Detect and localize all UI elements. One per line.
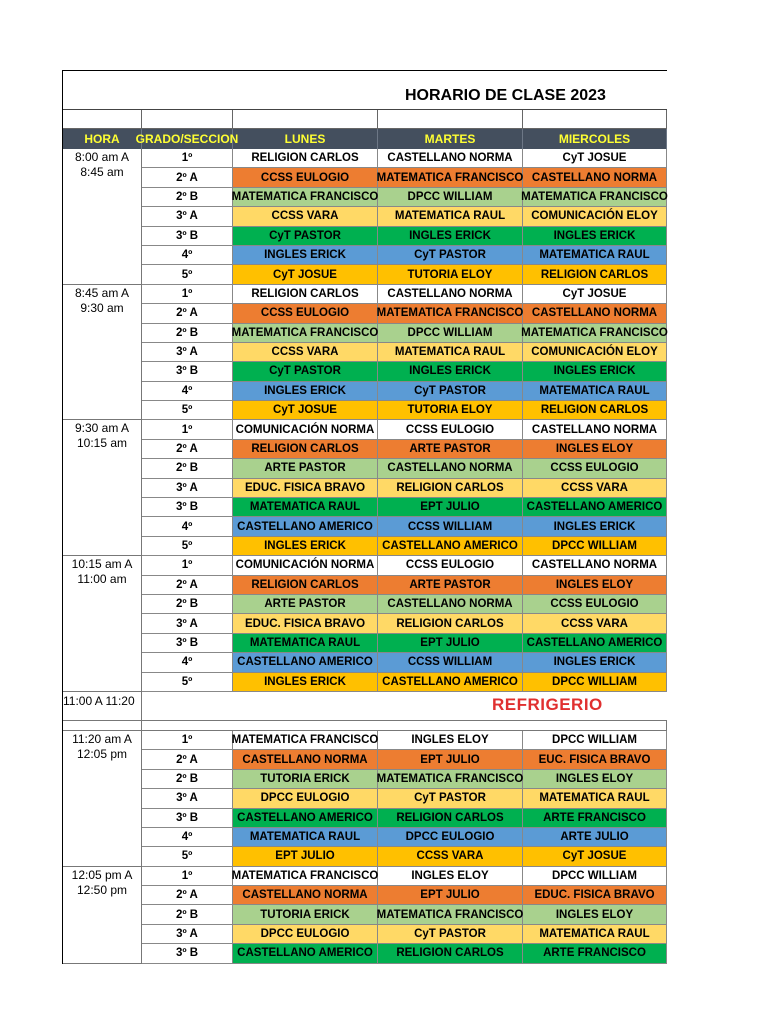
class-cell: RELIGION CARLOS <box>523 265 667 284</box>
grade-section-cell: 2º B <box>142 459 233 478</box>
class-cell: CCSS WILLIAM <box>378 653 523 672</box>
grade-section-cell: 1º <box>142 731 233 750</box>
table-row <box>142 847 667 866</box>
grade-section-cell: 1º <box>142 420 233 439</box>
class-cell: CCSS VARA <box>233 207 378 226</box>
time-slot-label <box>63 556 142 692</box>
class-cell: CyT PASTOR <box>233 362 378 381</box>
class-cell: MATEMATICA FRANCISCO <box>378 770 523 789</box>
time-slot-label <box>63 420 142 556</box>
grade-section-cell: 1º <box>142 556 233 575</box>
grade-section-cell: 2º B <box>142 188 233 207</box>
table-row <box>142 673 667 692</box>
table-row <box>142 537 667 556</box>
grade-section-cell: 1º <box>142 285 233 304</box>
class-cell: COMUNICACIÓN NORMA <box>233 420 378 439</box>
class-cell: CCSS VARA <box>233 343 378 362</box>
grade-section-cell: 2º B <box>142 770 233 789</box>
table-row <box>142 246 667 265</box>
class-cell: CyT PASTOR <box>378 246 523 265</box>
class-cell: CASTELLANO AMERICO <box>378 673 523 692</box>
class-cell: MATEMATICA RAUL <box>233 498 378 517</box>
break-time: 11:00 A 11:20 <box>63 692 142 720</box>
class-cell: DPCC WILLIAM <box>378 188 523 207</box>
class-cell: EPT JULIO <box>378 634 523 653</box>
grade-section-cell: 4º <box>142 382 233 401</box>
table-row <box>142 750 667 769</box>
class-cell: CASTELLANO AMERICO <box>233 653 378 672</box>
class-cell: INGLES ERICK <box>378 362 523 381</box>
class-cell: CCSS EULOGIO <box>233 304 378 323</box>
time-slot-line: 11:00 am <box>77 572 127 587</box>
class-cell: ARTE PASTOR <box>233 459 378 478</box>
class-cell: MATEMATICA RAUL <box>233 828 378 847</box>
page-title: HORARIO DE CLASE 2023 <box>405 87 606 104</box>
class-cell: INGLES ERICK <box>233 537 378 556</box>
class-cell: MATEMATICA RAUL <box>378 343 523 362</box>
class-cell: CASTELLANO NORMA <box>523 420 667 439</box>
class-cell: EDUC. FISICA BRAVO <box>233 614 378 633</box>
table-row <box>142 498 667 517</box>
morning-blocks <box>63 149 667 692</box>
grade-section-cell: 5º <box>142 265 233 284</box>
class-cell: MATEMATICA FRANCISCO <box>523 188 667 207</box>
table-row <box>142 285 667 304</box>
class-cell: DPCC EULOGIO <box>233 789 378 808</box>
grade-section-cell: 3º B <box>142 634 233 653</box>
class-cell: RELIGION CARLOS <box>233 285 378 304</box>
class-cell: EPT JULIO <box>378 750 523 769</box>
grade-section-cell: 2º B <box>142 324 233 343</box>
class-cell: EPT JULIO <box>233 847 378 866</box>
table-row <box>142 653 667 672</box>
class-cell: INGLES ELOY <box>378 731 523 750</box>
table-row <box>142 944 667 963</box>
class-cell: DPCC WILLIAM <box>523 673 667 692</box>
grade-section-cell: 4º <box>142 653 233 672</box>
class-cell: INGLES ELOY <box>523 440 667 459</box>
class-cell: EPT JULIO <box>378 886 523 905</box>
class-cell: CASTELLANO AMERICO <box>233 944 378 963</box>
class-cell: CASTELLANO AMERICO <box>233 809 378 828</box>
class-cell: CASTELLANO NORMA <box>523 304 667 323</box>
grade-section-cell: 2º A <box>142 750 233 769</box>
class-cell: MATEMATICA FRANCISCO <box>233 867 378 886</box>
class-cell: ARTE PASTOR <box>233 595 378 614</box>
class-cell: TUTORIA ERICK <box>233 770 378 789</box>
class-cell: CASTELLANO NORMA <box>378 149 523 168</box>
time-block <box>63 149 667 285</box>
class-cell: CASTELLANO NORMA <box>523 556 667 575</box>
table-row <box>142 362 667 381</box>
table-row <box>142 459 667 478</box>
class-cell: MATEMATICA RAUL <box>523 925 667 944</box>
table-row <box>142 479 667 498</box>
class-cell: RELIGION CARLOS <box>233 149 378 168</box>
time-slot-label <box>63 149 142 285</box>
grade-section-cell: 3º A <box>142 614 233 633</box>
table-row <box>142 925 667 944</box>
class-cell: MATEMATICA FRANCISCO <box>378 168 523 187</box>
class-cell: CCSS VARA <box>523 479 667 498</box>
class-cell: CASTELLANO NORMA <box>378 459 523 478</box>
grade-section-cell: 2º A <box>142 168 233 187</box>
grade-section-cell: 3º B <box>142 498 233 517</box>
class-cell: MATEMATICA RAUL <box>523 382 667 401</box>
class-cell: EDUC. FISICA BRAVO <box>233 479 378 498</box>
time-slot-label <box>63 285 142 421</box>
class-cell: INGLES ERICK <box>378 227 523 246</box>
class-cell: MATEMATICA FRANCISCO <box>233 731 378 750</box>
class-cell: MATEMATICA FRANCISCO <box>233 188 378 207</box>
class-cell: TUTORIA ELOY <box>378 401 523 420</box>
table-row <box>142 382 667 401</box>
time-slot-line: 8:00 am A <box>74 150 130 164</box>
timetable-sheet <box>62 70 667 964</box>
class-cell: CCSS EULOGIO <box>523 595 667 614</box>
class-cell: CyT JOSUE <box>233 265 378 284</box>
break-label: REFRIGERIO <box>492 694 603 714</box>
table-row <box>142 634 667 653</box>
class-cell: RELIGION CARLOS <box>233 576 378 595</box>
grade-section-cell: 5º <box>142 847 233 866</box>
table-row <box>142 517 667 536</box>
class-cell: CASTELLANO NORMA <box>233 750 378 769</box>
header-martes: MARTES <box>378 129 523 149</box>
time-slot-line: 12:50 pm <box>76 882 128 897</box>
class-cell: INGLES ERICK <box>233 382 378 401</box>
table-row <box>142 343 667 362</box>
midday-blocks <box>63 731 667 964</box>
class-cell: CCSS VARA <box>523 614 667 633</box>
table-row <box>142 168 667 187</box>
table-row <box>142 770 667 789</box>
class-cell: DPCC WILLIAM <box>523 537 667 556</box>
time-slot-line: 8:45 am <box>80 165 124 179</box>
class-cell: CyT JOSUE <box>233 401 378 420</box>
class-cell: ARTE JULIO <box>523 828 667 847</box>
class-cell: INGLES ELOY <box>378 867 523 886</box>
header-lunes: LUNES <box>233 129 378 149</box>
class-cell: DPCC WILLIAM <box>523 867 667 886</box>
class-cell: EUC. FISICA BRAVO <box>523 750 667 769</box>
class-cell: CCSS WILLIAM <box>378 517 523 536</box>
blank-row <box>63 110 667 129</box>
table-row <box>142 401 667 420</box>
class-cell: TUTORIA ELOY <box>378 265 523 284</box>
table-row <box>142 420 667 439</box>
time-block <box>63 731 667 867</box>
time-slot-label <box>63 867 142 964</box>
class-cell: CCSS EULOGIO <box>523 459 667 478</box>
table-row <box>142 149 667 168</box>
class-cell: RELIGION CARLOS <box>378 479 523 498</box>
class-cell: ARTE PASTOR <box>378 440 523 459</box>
grade-section-cell: 2º B <box>142 905 233 924</box>
time-slot-line: 8:45 am A <box>74 285 130 300</box>
class-cell: RELIGION CARLOS <box>523 401 667 420</box>
gap-row <box>63 721 667 731</box>
class-cell: MATEMATICA RAUL <box>378 207 523 226</box>
table-row <box>142 595 667 614</box>
table-row <box>142 905 667 924</box>
class-cell: CASTELLANO NORMA <box>378 285 523 304</box>
class-cell: ARTE FRANCISCO <box>523 809 667 828</box>
grade-section-cell: 2º A <box>142 440 233 459</box>
class-cell: MATEMATICA FRANCISCO <box>378 905 523 924</box>
grade-section-cell: 3º B <box>142 944 233 963</box>
class-cell: RELIGION CARLOS <box>378 944 523 963</box>
class-cell: INGLES ERICK <box>523 227 667 246</box>
class-cell: MATEMATICA FRANCISCO <box>523 324 667 343</box>
class-cell: INGLES ERICK <box>233 246 378 265</box>
class-cell: DPCC WILLIAM <box>378 324 523 343</box>
table-row <box>142 556 667 575</box>
class-cell: INGLES ERICK <box>523 653 667 672</box>
class-cell: CASTELLANO AMERICO <box>523 498 667 517</box>
table-row <box>142 576 667 595</box>
class-cell: CASTELLANO NORMA <box>233 886 378 905</box>
class-cell: MATEMATICA FRANCISCO <box>233 324 378 343</box>
class-cell: CCSS VARA <box>378 847 523 866</box>
class-cell: CyT JOSUE <box>523 847 667 866</box>
grade-section-cell: 1º <box>142 149 233 168</box>
grade-section-cell: 2º A <box>142 304 233 323</box>
grade-section-cell: 4º <box>142 246 233 265</box>
class-cell: EDUC. FISICA BRAVO <box>523 886 667 905</box>
class-cell: CASTELLANO AMERICO <box>233 517 378 536</box>
class-cell: INGLES ELOY <box>523 905 667 924</box>
table-row <box>142 440 667 459</box>
column-header-row <box>63 129 667 149</box>
class-cell: CASTELLANO AMERICO <box>523 634 667 653</box>
class-cell: DPCC EULOGIO <box>378 828 523 847</box>
table-row <box>142 188 667 207</box>
class-cell: CCSS EULOGIO <box>378 556 523 575</box>
class-cell: INGLES ERICK <box>233 673 378 692</box>
grade-section-cell: 3º A <box>142 789 233 808</box>
time-slot-label <box>63 731 142 867</box>
table-row <box>142 227 667 246</box>
table-row <box>142 614 667 633</box>
class-cell: DPCC EULOGIO <box>233 925 378 944</box>
table-row <box>142 886 667 905</box>
class-cell: CyT PASTOR <box>233 227 378 246</box>
class-cell: DPCC WILLIAM <box>523 731 667 750</box>
time-slot-line: 10:15 am <box>76 436 128 451</box>
class-cell: COMUNICACIÓN ELOY <box>523 343 667 362</box>
table-row <box>142 828 667 847</box>
class-cell: CASTELLANO NORMA <box>523 168 667 187</box>
time-block <box>63 556 667 692</box>
class-cell: CyT PASTOR <box>378 382 523 401</box>
grade-section-cell: 5º <box>142 537 233 556</box>
class-cell: INGLES ELOY <box>523 576 667 595</box>
time-slot-line: 12:05 pm A <box>71 867 133 882</box>
grade-section-cell: 3º A <box>142 207 233 226</box>
time-slot-line: 12:05 pm <box>76 746 128 761</box>
class-cell: INGLES ERICK <box>523 362 667 381</box>
table-row <box>142 324 667 343</box>
time-block <box>63 420 667 556</box>
grade-section-cell: 2º A <box>142 886 233 905</box>
time-slot-line: 9:30 am A <box>74 421 130 436</box>
title-row <box>63 71 667 110</box>
class-cell: CyT JOSUE <box>523 149 667 168</box>
table-row <box>142 207 667 226</box>
class-cell: COMUNICACIÓN ELOY <box>523 207 667 226</box>
time-block <box>63 867 667 964</box>
grade-section-cell: 1º <box>142 867 233 886</box>
class-cell: RELIGION CARLOS <box>378 614 523 633</box>
class-cell: RELIGION CARLOS <box>233 440 378 459</box>
class-cell: MATEMATICA FRANCISCO <box>378 304 523 323</box>
grade-section-cell: 4º <box>142 828 233 847</box>
class-cell: MATEMATICA RAUL <box>233 634 378 653</box>
grade-section-cell: 2º A <box>142 576 233 595</box>
header-grado: GRADO/SECCION <box>142 129 233 149</box>
class-cell: CyT PASTOR <box>378 789 523 808</box>
break-row <box>63 692 667 721</box>
time-slot-line: 11:20 am A <box>72 731 132 746</box>
table-row <box>142 265 667 284</box>
class-cell: CCSS EULOGIO <box>378 420 523 439</box>
time-slot-line: 9:30 am <box>80 300 124 315</box>
grade-section-cell: 3º B <box>142 227 233 246</box>
table-row <box>142 867 667 886</box>
class-cell: EPT JULIO <box>378 498 523 517</box>
class-cell: CASTELLANO AMERICO <box>378 537 523 556</box>
class-cell: COMUNICACIÓN NORMA <box>233 556 378 575</box>
class-cell: CASTELLANO NORMA <box>378 595 523 614</box>
grade-section-cell: 3º B <box>142 362 233 381</box>
table-row <box>142 304 667 323</box>
class-cell: INGLES ELOY <box>523 770 667 789</box>
class-cell: RELIGION CARLOS <box>378 809 523 828</box>
header-miercoles: MIERCOLES <box>523 129 667 149</box>
grade-section-cell: 3º A <box>142 479 233 498</box>
grade-section-cell: 3º A <box>142 343 233 362</box>
grade-section-cell: 3º B <box>142 809 233 828</box>
grade-section-cell: 5º <box>142 673 233 692</box>
time-slot-line: 10:15 am A <box>71 557 133 572</box>
table-row <box>142 789 667 808</box>
class-cell: CyT PASTOR <box>378 925 523 944</box>
class-cell: MATEMATICA RAUL <box>523 789 667 808</box>
class-cell: CCSS EULOGIO <box>233 168 378 187</box>
time-block <box>63 285 667 421</box>
table-row <box>142 731 667 750</box>
class-cell: MATEMATICA RAUL <box>523 246 667 265</box>
grade-section-cell: 3º A <box>142 925 233 944</box>
class-cell: INGLES ERICK <box>523 517 667 536</box>
class-cell: TUTORIA ERICK <box>233 905 378 924</box>
table-row <box>142 809 667 828</box>
grade-section-cell: 2º B <box>142 595 233 614</box>
class-cell: ARTE FRANCISCO <box>523 944 667 963</box>
grade-section-cell: 4º <box>142 517 233 536</box>
class-cell: CyT JOSUE <box>523 285 667 304</box>
class-cell: ARTE PASTOR <box>378 576 523 595</box>
header-hora: HORA <box>63 129 142 149</box>
grade-section-cell: 5º <box>142 401 233 420</box>
